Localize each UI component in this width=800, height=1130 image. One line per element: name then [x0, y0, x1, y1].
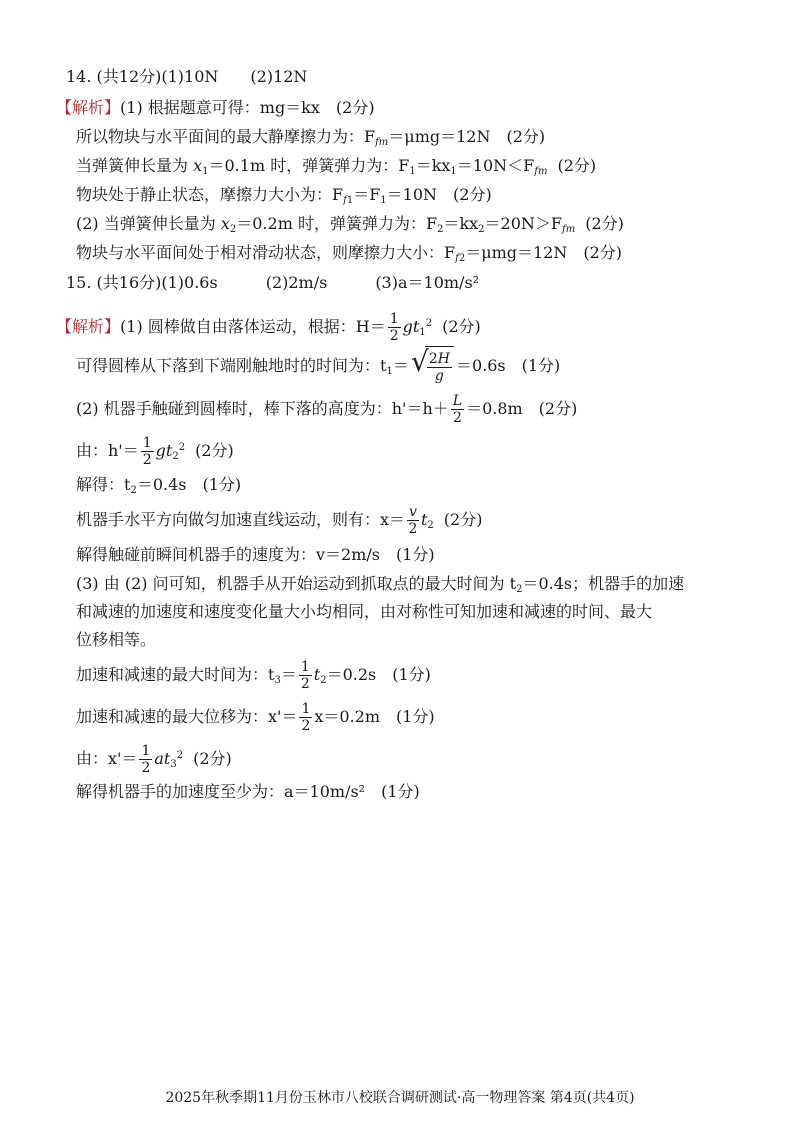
q15-line3: (2) 机器手触碰到圆棒时，棒下落的高度为：h'＝h＋ $\frac{L}{2}$ ＝0.8m (2分) [76, 393, 578, 426]
q15-line13: 由：x'＝ $\frac{1}{2}$ $at_3^2$ (2分) [76, 743, 232, 776]
q14-line4: 物块处于静止状态，摩擦力大小为：$F_{f1}=F_1=10N$ (2分) [76, 185, 492, 206]
q15-line7: 解得触碰前瞬间机器手的速度为：v＝2m/s (1分) [76, 545, 435, 564]
q14-line3: 当弹簧伸长量为 $x_1=0.1m$ 时，弹簧弹力为：$F_1=kx_1=10N<F_{fm}$ (2分) [76, 156, 597, 177]
q14-line6: 物块与水平面间处于相对滑动状态，则摩擦力大小：$F_{f2}=\mu mg=12N$ (2分) [76, 243, 623, 264]
q14-header: 14. (共12分)(1)10N (2)12N [66, 67, 308, 86]
q15-line10: 位移相等。 [76, 630, 157, 649]
analysis-tag: 【解析】 [56, 98, 121, 117]
q15-line8: (3) 由 (2) 问可知，机器手从开始运动到抓取点的最大时间为 $t_2=0.4s$；机器手的加速 [76, 574, 685, 595]
q15-header: 15. (共16分)(1)0.6s (2)2m/s (3)a＝10m/s² [66, 273, 480, 292]
q15-line2: 可得圆棒从下落到下端刚触地时的时间为：$t_1=$ √ $\frac{2H}{g}$ ＝0.6s (1分) [76, 346, 560, 386]
page-footer: 2025年秋季期11月份玉林市八校联合调研测试·高一物理答案 第4页(共4页) [165, 1090, 635, 1106]
analysis-tag: 【解析】 [56, 317, 121, 336]
q15-line5: 解得：$t_2=0.4s$ (1分) [76, 475, 242, 496]
q15-line12: 加速和减速的最大位移为：x'＝ $\frac{1}{2}$ x＝0.2m (1分) [76, 701, 435, 734]
q15-line9: 和减速的加速度和速度变化量大小均相同，由对称性可知加速和减速的时间、最大 [76, 602, 653, 621]
q15-line14: 解得机器手的加速度至少为：a＝10m/s² (1分) [76, 782, 420, 801]
q14-line1: 【解析】(1) 根据题意可得：mg＝kx (2分) [56, 98, 375, 117]
q15-line4: 由：h'＝ $\frac{1}{2}$ $gt_2^2$ (2分) [76, 435, 234, 468]
q15-line11: 加速和减速的最大时间为：$t_3=$ $\frac{1}{2}$ $t_2=0.2s$ (1分) [76, 659, 431, 692]
q15-line6: 机器手水平方向做匀加速直线运动，则有：x＝ $\frac{v}{2}$ $t_2$ (2分) [76, 504, 483, 537]
q14-line2: 所以物块与水平面间的最大静摩擦力为：$F_{fm}=\mu mg=12N$ (2分) [76, 127, 546, 148]
q15-line1: 【解析】(1) 圆棒做自由落体运动，根据：H＝ $\frac{1}{2}$ $gt_1^2$ (2分) [56, 311, 481, 344]
q14-line5: (2) 当弹簧伸长量为 $x_2=0.2m$ 时，弹簧弹力为：$F_2=kx_2=20N>F_{fm}$ (2分) [76, 214, 624, 235]
